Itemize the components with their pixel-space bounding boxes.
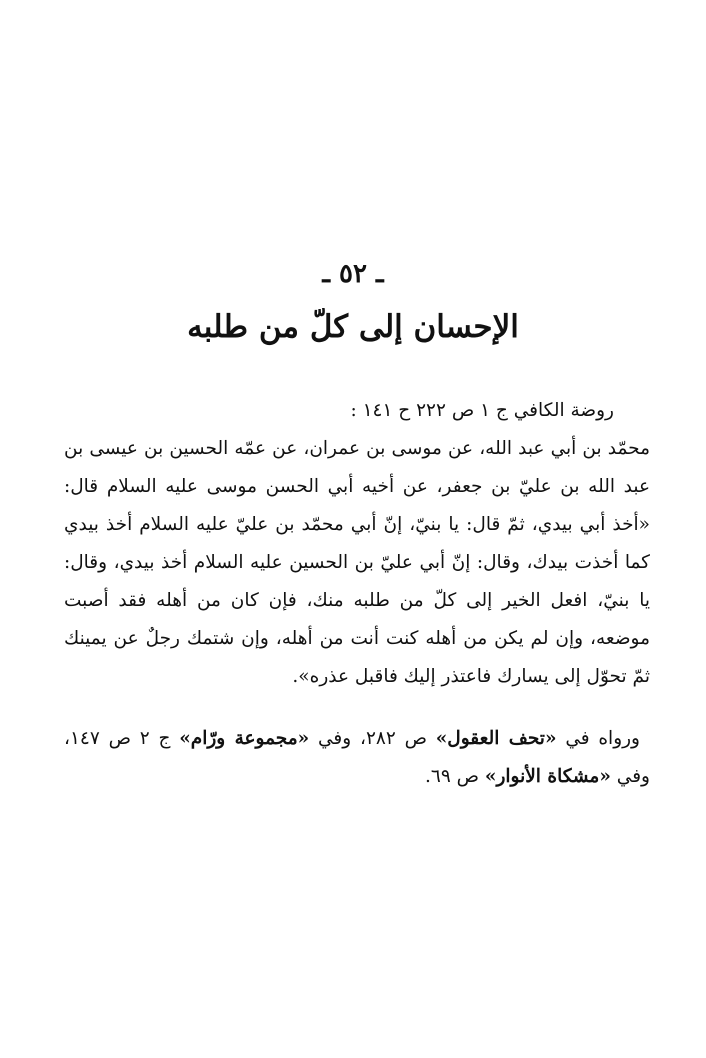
chapter-number: ـ ٥٢ ـ bbox=[322, 259, 384, 289]
hadith-text: محمّد بن أبي عبد الله، عن موسى بن عمران، عن عمّه الحسين بن عيسى بن عبد الله بن عليّ بن جعفر، عن أخيه أبي الحسن موسى عليه السلام قال: «أخذ أبي بيدي، ثمّ قال: يا بنيّ، إنّ أبي محمّد بن عليّ عليه السلام أخذ بيدي كما أخذت بيدك، وقال: إنّ أبي عليّ بن الحسين عليه السلام أخذ بيدي، وقال: يا بنيّ، افعل الخير إلى كلّ من طلبه منك، فإن كان من أهله فقد أصبت موضعه، وإن لم يكن من أهله كنت أنت من أهله، وإن شتمك رجلٌ عن يمينك ثمّ تحوّل إلى يسارك فاعتذر إليك فاقبل عذره». bbox=[64, 438, 650, 687]
reference-part-4: ص ٦٩. bbox=[425, 766, 480, 787]
reference-book-2: «مجموعة ورّام» bbox=[179, 728, 310, 749]
reference-book-3: «مشكاة الأنوار» bbox=[484, 766, 611, 787]
chapter-title: الإحسان إلى كلّ من طلبه bbox=[187, 309, 519, 345]
reference-part-1: ورواه في bbox=[565, 728, 640, 749]
reference-part-2: ص ٢٨٢، وفي bbox=[318, 728, 427, 749]
source-citation: روضة الكافي ج ١ ص ٢٢٢ ح ١٤١ : bbox=[350, 400, 614, 421]
reference-book-1: «تحف العقول» bbox=[435, 728, 557, 749]
reference-part-3: ج ٢ ص ١٤٧، وفي bbox=[64, 728, 650, 787]
reference-paragraph bbox=[64, 720, 650, 796]
